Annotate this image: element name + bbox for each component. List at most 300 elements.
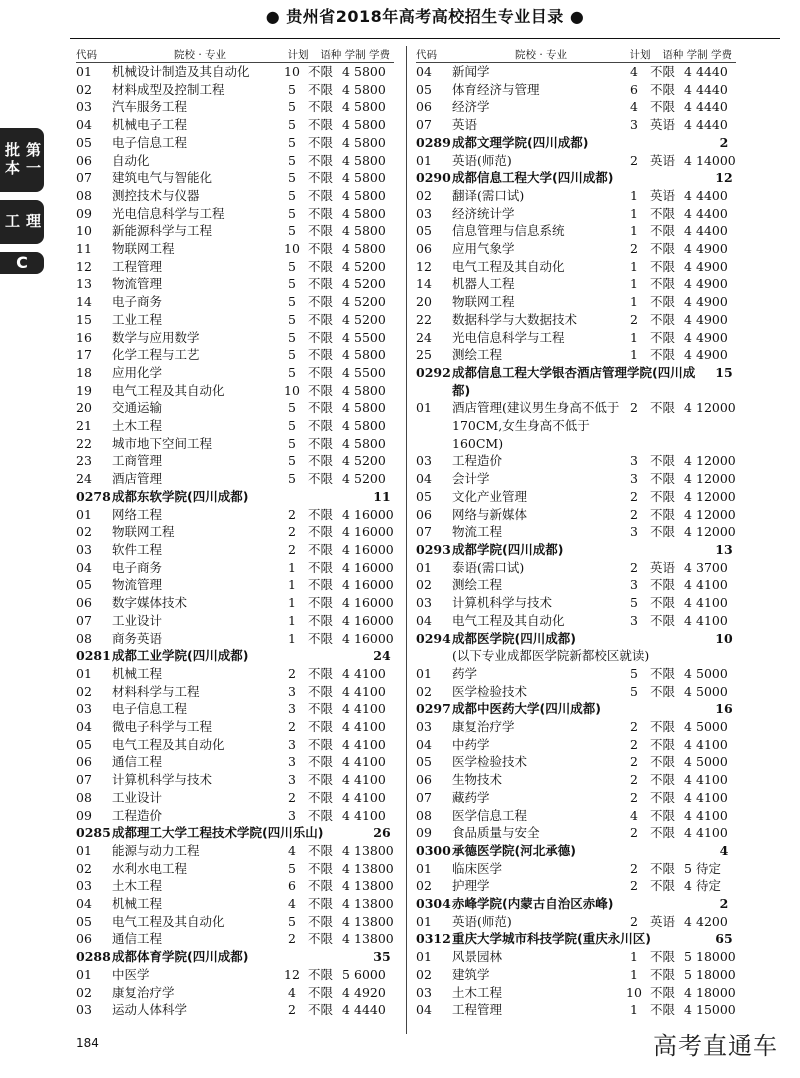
major-row <box>416 683 736 701</box>
language-cell: 英语 <box>650 152 676 168</box>
right-list <box>416 63 736 1019</box>
years-cell: 4 <box>684 719 692 735</box>
years-cell: 4 <box>684 81 692 97</box>
years-cell: 4 <box>684 683 692 699</box>
plan-cell: 5 <box>288 418 296 434</box>
major-name: 机械工程 <box>112 665 163 681</box>
plan-cell: 5 <box>288 311 296 327</box>
plan-cell: 2 <box>288 1002 296 1018</box>
years-cell: 4 <box>684 311 692 327</box>
language-cell: 不限 <box>308 860 334 876</box>
language-cell: 英语 <box>650 913 676 929</box>
plan-cell: 1 <box>288 595 296 611</box>
major-name: 工程管理 <box>112 258 163 274</box>
years-cell: 4 <box>342 258 350 274</box>
code-cell: 06 <box>416 772 432 788</box>
major-name: 临床医学 <box>452 860 503 876</box>
major-row <box>416 81 736 99</box>
fee-cell: 5800 <box>354 223 386 239</box>
major-row <box>416 506 736 524</box>
years-cell: 4 <box>342 860 350 876</box>
language-cell: 不限 <box>308 276 334 292</box>
code-cell: 22 <box>416 311 432 327</box>
major-row <box>76 187 394 205</box>
plan-cell: 2 <box>288 541 296 557</box>
code-cell: 03 <box>76 701 92 717</box>
plan-cell: 10 <box>715 630 733 646</box>
plan-cell: 2 <box>719 896 729 912</box>
plan-cell: 3 <box>288 772 296 788</box>
plan-cell: 2 <box>630 400 638 416</box>
major-row <box>76 399 394 417</box>
major-row <box>416 718 736 736</box>
fee-cell: 4400 <box>696 187 728 203</box>
code-cell: 01 <box>416 400 432 416</box>
fee-cell: 5800 <box>354 241 386 257</box>
major-row <box>76 435 394 453</box>
years-cell: 4 <box>684 789 692 805</box>
watermark: 高考直通车 <box>653 1032 778 1060</box>
years-cell: 4 <box>342 99 350 115</box>
language-cell: 不限 <box>308 665 334 681</box>
major-row <box>76 576 394 594</box>
language-cell: 不限 <box>308 683 334 699</box>
plan-cell: 3 <box>630 453 638 469</box>
major-name: 康复治疗学 <box>452 719 515 735</box>
language-cell: 不限 <box>308 984 334 1000</box>
major-row <box>76 860 394 878</box>
school-name: 成都信息工程大学银杏酒店管理学院(四川成都) <box>452 364 696 398</box>
language-cell: 不限 <box>308 807 334 823</box>
fee-cell: 18000 <box>696 966 736 982</box>
major-name: 通信工程 <box>112 754 163 770</box>
major-name: 自动化 <box>112 152 150 168</box>
language-cell: 不限 <box>308 453 334 469</box>
plan-cell: 5 <box>288 276 296 292</box>
fee-cell: 4900 <box>696 311 728 327</box>
major-row <box>416 984 736 1002</box>
plan-cell: 2 <box>630 152 638 168</box>
major-row <box>416 753 736 771</box>
fee-cell: 4100 <box>354 719 386 735</box>
major-name: 化学工程与工艺 <box>112 347 200 363</box>
fee-cell: 待定 <box>696 860 722 876</box>
fee-cell: 待定 <box>696 878 722 894</box>
fee-cell: 5200 <box>354 453 386 469</box>
major-name: 电子信息工程 <box>112 701 188 717</box>
code-cell: 24 <box>416 329 432 345</box>
major-row <box>76 240 394 258</box>
language-cell: 不限 <box>650 400 676 416</box>
major-name: 医学检验技术 <box>452 683 528 699</box>
code-cell: 06 <box>76 595 92 611</box>
plan-cell: 65 <box>715 931 733 947</box>
code-cell: 14 <box>76 294 92 310</box>
major-name: 新能源科学与工程 <box>112 223 213 239</box>
code-cell: 0285 <box>76 825 111 841</box>
major-row <box>76 329 394 347</box>
language-cell: 不限 <box>308 258 334 274</box>
code-cell: 11 <box>76 241 92 257</box>
years-cell: 4 <box>684 577 692 593</box>
major-row <box>76 683 394 701</box>
plan-cell: 3 <box>630 471 638 487</box>
major-row <box>416 771 736 789</box>
plan-cell: 2 <box>630 488 638 504</box>
major-name: 软件工程 <box>112 541 163 557</box>
code-cell: 04 <box>76 719 92 735</box>
left-list <box>76 63 394 1019</box>
code-cell: 0312 <box>416 931 451 947</box>
language-cell: 不限 <box>308 913 334 929</box>
years-cell: 4 <box>342 719 350 735</box>
years-cell: 4 <box>342 347 350 363</box>
fee-cell: 5000 <box>696 683 728 699</box>
fee-cell: 4440 <box>354 1002 386 1018</box>
fee-cell: 4900 <box>696 276 728 292</box>
years-cell: 4 <box>342 896 350 912</box>
major-name: 电气工程及其自动化 <box>452 258 565 274</box>
school-name: 成都中医药大学(四川成都) <box>452 701 601 717</box>
years-cell: 4 <box>342 807 350 823</box>
fee-cell: 4100 <box>696 736 728 752</box>
major-name: 数学与应用数学 <box>112 329 200 345</box>
fee-cell: 3700 <box>696 559 728 575</box>
code-cell: 07 <box>416 117 432 133</box>
school-row <box>416 630 736 648</box>
fee-cell: 16000 <box>354 577 394 593</box>
school-row <box>76 647 394 665</box>
major-row <box>416 205 736 223</box>
fee-cell: 5800 <box>354 81 386 97</box>
major-name: 计算机科学与技术 <box>112 772 213 788</box>
code-cell: 08 <box>76 789 92 805</box>
school-row <box>76 488 394 506</box>
major-name: (以下专业成都医学院新都校区就读) <box>452 648 650 664</box>
plan-cell: 2 <box>630 736 638 752</box>
fee-cell: 12000 <box>696 488 736 504</box>
years-cell: 4 <box>684 913 692 929</box>
fee-cell: 5500 <box>354 364 386 380</box>
fee-cell: 4900 <box>696 347 728 363</box>
years-cell: 4 <box>684 152 692 168</box>
major-name: 电子信息工程 <box>112 134 188 150</box>
fee-cell: 5000 <box>696 665 728 681</box>
years-cell: 4 <box>342 471 350 487</box>
plan-cell: 3 <box>630 577 638 593</box>
major-name: 数据科学与大数据技术 <box>452 311 578 327</box>
code-cell: 01 <box>76 842 92 858</box>
major-row <box>76 612 394 630</box>
years-cell: 5 <box>684 860 692 876</box>
plan-cell: 3 <box>288 807 296 823</box>
plan-cell: 5 <box>288 99 296 115</box>
fee-cell: 6000 <box>354 966 386 982</box>
header-info: 语种 学制 学费 <box>320 48 390 61</box>
major-row <box>416 222 736 240</box>
language-cell: 不限 <box>650 966 676 982</box>
years-cell: 4 <box>342 754 350 770</box>
code-cell: 04 <box>416 612 432 628</box>
code-cell: 01 <box>416 559 432 575</box>
major-row <box>76 630 394 648</box>
years-cell: 4 <box>684 612 692 628</box>
code-cell: 0290 <box>416 170 451 186</box>
fee-cell: 5500 <box>354 329 386 345</box>
code-cell: 02 <box>76 984 92 1000</box>
code-cell: 03 <box>76 99 92 115</box>
years-cell: 4 <box>684 258 692 274</box>
years-cell: 4 <box>684 347 692 363</box>
major-name: 计算机科学与技术 <box>452 595 553 611</box>
years-cell: 4 <box>342 64 350 79</box>
years-cell: 4 <box>342 435 350 451</box>
plan-cell: 5 <box>288 294 296 310</box>
school-name: 成都工业学院(四川成都) <box>112 648 249 664</box>
major-name: 藏药学 <box>452 789 490 805</box>
plan-cell: 2 <box>288 524 296 540</box>
fee-cell: 4100 <box>696 595 728 611</box>
language-cell: 不限 <box>308 117 334 133</box>
plan-cell: 5 <box>288 329 296 345</box>
plan-cell: 26 <box>373 825 391 841</box>
code-cell: 06 <box>76 754 92 770</box>
fee-cell: 5800 <box>354 382 386 398</box>
section-tabs <box>0 128 46 282</box>
major-name: 工商管理 <box>112 453 163 469</box>
plan-cell: 1 <box>288 577 296 593</box>
fee-cell: 4440 <box>696 64 728 79</box>
code-cell: 04 <box>76 559 92 575</box>
major-row <box>76 594 394 612</box>
major-name: 材料成型及控制工程 <box>112 81 225 97</box>
major-row <box>76 842 394 860</box>
fee-cell: 5800 <box>354 134 386 150</box>
major-row <box>76 966 394 984</box>
major-row <box>76 541 394 559</box>
years-cell: 4 <box>684 559 692 575</box>
language-cell: 不限 <box>650 64 676 79</box>
language-cell: 不限 <box>650 241 676 257</box>
language-cell: 不限 <box>308 294 334 310</box>
years-cell: 4 <box>342 931 350 947</box>
major-name: 微电子科学与工程 <box>112 719 213 735</box>
major-name: 建筑电气与智能化 <box>112 170 213 186</box>
school-row <box>76 824 394 842</box>
language-cell: 不限 <box>650 488 676 504</box>
language-cell: 不限 <box>308 736 334 752</box>
fee-cell: 16000 <box>354 612 394 628</box>
code-cell: 03 <box>76 1002 92 1018</box>
language-cell: 不限 <box>308 382 334 398</box>
fee-cell: 5800 <box>354 152 386 168</box>
major-row <box>416 399 736 452</box>
plan-cell: 1 <box>630 223 638 239</box>
plan-cell: 2 <box>630 825 638 841</box>
years-cell: 4 <box>342 789 350 805</box>
school-name: 赤峰学院(内蒙古自治区赤峰) <box>452 896 614 912</box>
school-name: 成都信息工程大学(四川成都) <box>452 170 614 186</box>
language-cell: 不限 <box>308 541 334 557</box>
code-cell: 01 <box>416 152 432 168</box>
fee-cell: 4100 <box>354 789 386 805</box>
fee-cell: 4900 <box>696 258 728 274</box>
code-cell: 0278 <box>76 488 111 504</box>
language-cell: 不限 <box>308 966 334 982</box>
language-cell: 不限 <box>308 471 334 487</box>
years-cell: 4 <box>342 913 350 929</box>
years-cell: 4 <box>684 329 692 345</box>
years-cell: 4 <box>684 205 692 221</box>
major-row <box>76 506 394 524</box>
fee-cell: 5800 <box>354 187 386 203</box>
code-cell: 04 <box>416 736 432 752</box>
major-row <box>76 63 394 81</box>
fee-cell: 12000 <box>696 471 736 487</box>
language-cell: 不限 <box>650 719 676 735</box>
language-cell: 不限 <box>650 329 676 345</box>
language-cell: 不限 <box>650 258 676 274</box>
major-name: 食品质量与安全 <box>452 825 540 841</box>
code-cell: 05 <box>76 134 92 150</box>
years-cell: 4 <box>342 506 350 522</box>
school-row <box>416 134 736 152</box>
major-name: 商务英语 <box>112 630 163 646</box>
language-cell: 不限 <box>308 311 334 327</box>
plan-cell: 10 <box>284 241 300 257</box>
language-cell: 不限 <box>308 612 334 628</box>
major-row <box>416 824 736 842</box>
language-cell: 英语 <box>650 117 676 133</box>
major-row <box>76 913 394 931</box>
language-cell: 不限 <box>650 772 676 788</box>
years-cell: 4 <box>684 878 692 894</box>
major-row <box>76 470 394 488</box>
language-cell: 不限 <box>308 134 334 150</box>
years-cell: 4 <box>684 223 692 239</box>
years-cell: 4 <box>684 665 692 681</box>
major-name: 药学 <box>452 665 478 681</box>
years-cell: 4 <box>684 754 692 770</box>
plan-cell: 5 <box>288 187 296 203</box>
major-row <box>76 222 394 240</box>
years-cell: 4 <box>684 736 692 752</box>
code-cell: 04 <box>416 471 432 487</box>
major-name: 工程造价 <box>452 453 503 469</box>
fee-cell: 4100 <box>696 577 728 593</box>
years-cell: 4 <box>342 134 350 150</box>
school-row <box>76 948 394 966</box>
major-name: 康复治疗学 <box>112 984 175 1000</box>
plan-cell: 4 <box>630 807 638 823</box>
major-name: 水利水电工程 <box>112 860 188 876</box>
years-cell: 4 <box>684 187 692 203</box>
language-cell: 不限 <box>650 347 676 363</box>
fee-cell: 12000 <box>696 453 736 469</box>
code-cell: 03 <box>416 453 432 469</box>
code-cell: 02 <box>416 878 432 894</box>
language-cell: 不限 <box>650 223 676 239</box>
fee-cell: 12000 <box>696 506 736 522</box>
major-name: 物联网工程 <box>452 294 515 310</box>
code-cell: 0281 <box>76 648 111 664</box>
plan-cell: 2 <box>288 719 296 735</box>
code-cell: 09 <box>76 807 92 823</box>
major-row <box>76 736 394 754</box>
fee-cell: 13800 <box>354 860 394 876</box>
fee-cell: 5200 <box>354 276 386 292</box>
years-cell: 5 <box>342 966 350 982</box>
major-name: 文化产业管理 <box>452 488 528 504</box>
plan-cell: 11 <box>373 488 391 504</box>
code-cell: 17 <box>76 347 92 363</box>
plan-cell: 35 <box>373 949 391 965</box>
major-name: 物流工程 <box>452 524 503 540</box>
language-cell: 不限 <box>308 701 334 717</box>
years-cell: 4 <box>342 117 350 133</box>
fee-cell: 4100 <box>696 772 728 788</box>
plan-cell: 1 <box>288 612 296 628</box>
language-cell: 不限 <box>308 577 334 593</box>
years-cell: 4 <box>342 772 350 788</box>
years-cell: 4 <box>684 772 692 788</box>
major-name: 材料科学与工程 <box>112 683 200 699</box>
fee-cell: 14000 <box>696 152 736 168</box>
major-name: 物流管理 <box>112 276 163 292</box>
language-cell: 不限 <box>308 878 334 894</box>
header-plan: 计划 <box>629 48 651 61</box>
major-name: 电气工程及其自动化 <box>112 913 225 929</box>
major-name: 土木工程 <box>452 984 503 1000</box>
language-cell: 不限 <box>650 736 676 752</box>
major-row <box>76 665 394 683</box>
major-row <box>76 205 394 223</box>
fee-cell: 5800 <box>354 64 386 79</box>
major-row <box>76 169 394 187</box>
plan-cell: 2 <box>630 559 638 575</box>
code-cell: 05 <box>416 488 432 504</box>
fee-cell: 16000 <box>354 524 394 540</box>
major-name: 工业设计 <box>112 789 163 805</box>
plan-cell: 5 <box>288 205 296 221</box>
language-cell: 不限 <box>308 223 334 239</box>
plan-cell: 5 <box>288 400 296 416</box>
major-name: 电气工程及其自动化 <box>452 612 565 628</box>
plan-cell: 4 <box>288 984 296 1000</box>
code-cell: 07 <box>76 170 92 186</box>
years-cell: 4 <box>342 559 350 575</box>
major-row <box>416 275 736 293</box>
plan-cell: 2 <box>630 311 638 327</box>
major-row <box>416 346 736 364</box>
fee-cell: 5800 <box>354 170 386 186</box>
language-cell: 不限 <box>308 64 334 79</box>
fee-cell: 4440 <box>696 117 728 133</box>
plan-cell: 2 <box>288 789 296 805</box>
major-row <box>416 665 736 683</box>
major-row <box>416 293 736 311</box>
major-name: 酒店管理(建议男生身高不低于170CM,女生身高不低于160CM) <box>452 400 620 451</box>
plan-cell: 5 <box>288 347 296 363</box>
plan-cell: 5 <box>288 364 296 380</box>
school-name: 成都东软学院(四川成都) <box>112 488 249 504</box>
major-row <box>416 789 736 807</box>
code-cell: 25 <box>416 347 432 363</box>
column-header <box>416 46 736 63</box>
school-row <box>416 541 736 559</box>
major-name: 土木工程 <box>112 878 163 894</box>
major-row <box>76 417 394 435</box>
